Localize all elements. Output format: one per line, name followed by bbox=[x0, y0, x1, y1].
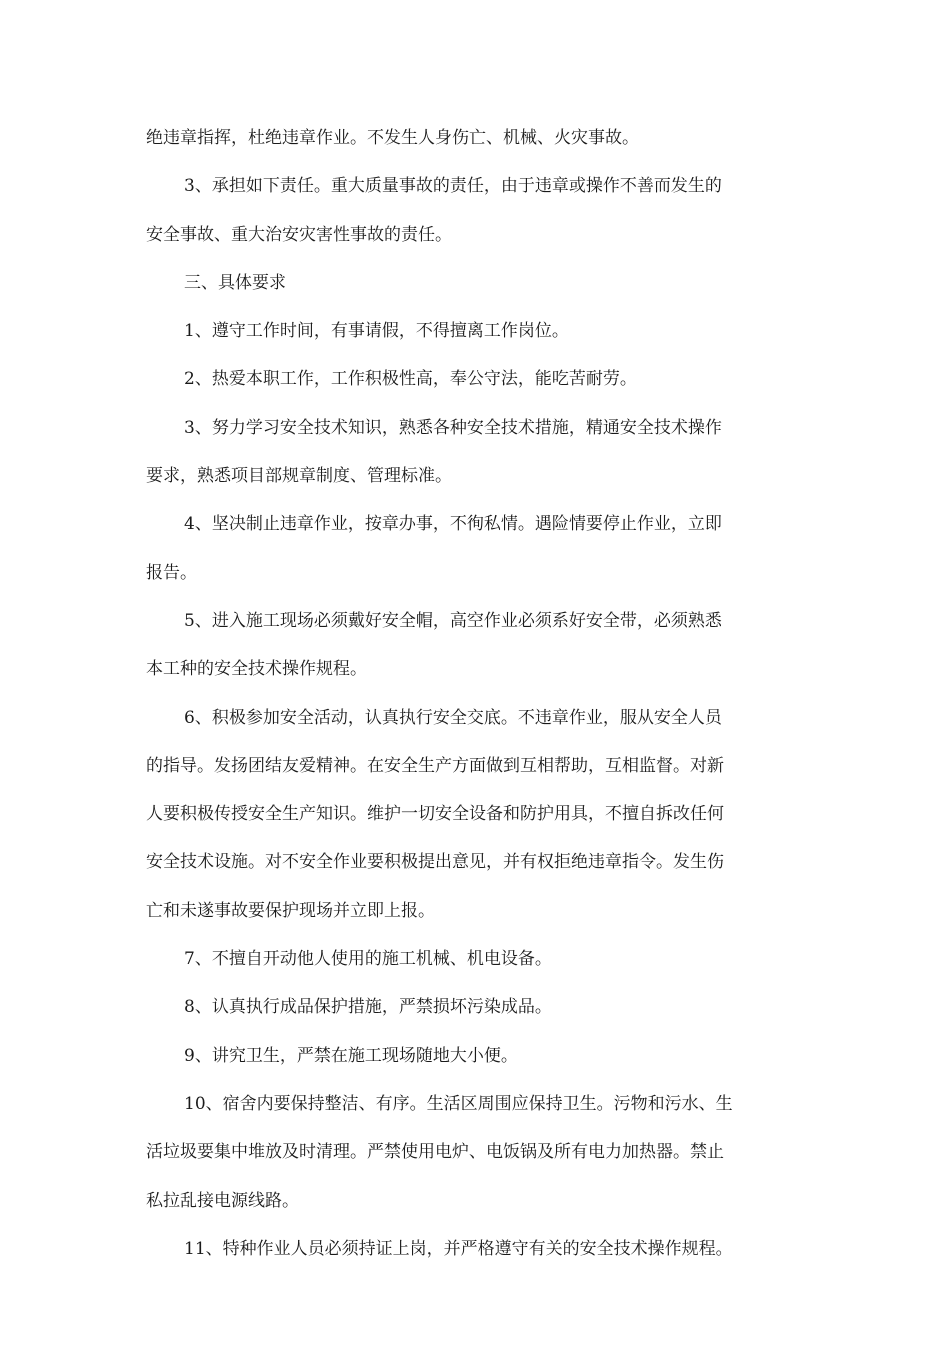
text-line: 9、讲究卫生，严禁在施工现场随地大小便。 bbox=[184, 1045, 518, 1066]
text-line: 7、不擅自开动他人使用的施工机械、机电设备。 bbox=[184, 949, 552, 970]
text-line: 要求，熟悉项目部规章制度、管理标准。 bbox=[146, 466, 452, 487]
text-line: 8、认真执行成品保护措施，严禁损坏污染成品。 bbox=[184, 997, 552, 1018]
text-line: 私拉乱接电源线路。 bbox=[146, 1190, 299, 1211]
text-line: 3、承担如下责任。重大质量事故的责任，由于违章或操作不善而发生的 bbox=[184, 176, 722, 197]
text-line: 6、积极参加安全活动，认真执行安全交底。不违章作业，服从安全人员 bbox=[184, 707, 722, 728]
document-body bbox=[146, 114, 806, 1273]
text-line: 4、坚决制止违章作业，按章办事，不徇私情。遇险情要停止作业，立即 bbox=[184, 514, 722, 535]
text-line: 的指导。发扬团结友爱精神。在安全生产方面做到互相帮助，互相监督。对新 bbox=[146, 755, 724, 776]
text-line: 5、进入施工现场必须戴好安全帽，高空作业必须系好安全带，必须熟悉 bbox=[184, 610, 722, 631]
text-line: 活垃圾要集中堆放及时清理。严禁使用电炉、电饭锅及所有电力加热器。禁止 bbox=[146, 1142, 724, 1163]
text-line: 10、宿舍内要保持整洁、有序。生活区周围应保持卫生。污物和污水、生 bbox=[184, 1093, 733, 1114]
text-line: 人要积极传授安全生产知识。维护一切安全设备和防护用具，不擅自拆改任何 bbox=[146, 804, 724, 825]
text-line: 1、遵守工作时间，有事请假，不得擅离工作岗位。 bbox=[184, 321, 569, 342]
text-line: 安全事故、重大治安灾害性事故的责任。 bbox=[146, 224, 452, 245]
text-line: 亡和未遂事故要保护现场并立即上报。 bbox=[146, 900, 435, 921]
text-line: 三、具体要求 bbox=[184, 272, 286, 293]
text-line: 本工种的安全技术操作规程。 bbox=[146, 659, 367, 680]
text-line: 绝违章指挥，杜绝违章作业。不发生人身伤亡、机械、火灾事故。 bbox=[146, 128, 639, 148]
text-line: 报告。 bbox=[146, 562, 197, 583]
text-line: 2、热爱本职工作，工作积极性高，奉公守法，能吃苦耐劳。 bbox=[184, 369, 637, 390]
text-line: 11、特种作业人员必须持证上岗，并严格遵守有关的安全技术操作规程。 bbox=[184, 1238, 733, 1259]
text-line: 安全技术设施。对不安全作业要积极提出意见，并有权拒绝违章指令。发生伤 bbox=[146, 852, 724, 873]
text-line: 3、努力学习安全技术知识，熟悉各种安全技术措施，精通安全技术操作 bbox=[184, 417, 722, 438]
